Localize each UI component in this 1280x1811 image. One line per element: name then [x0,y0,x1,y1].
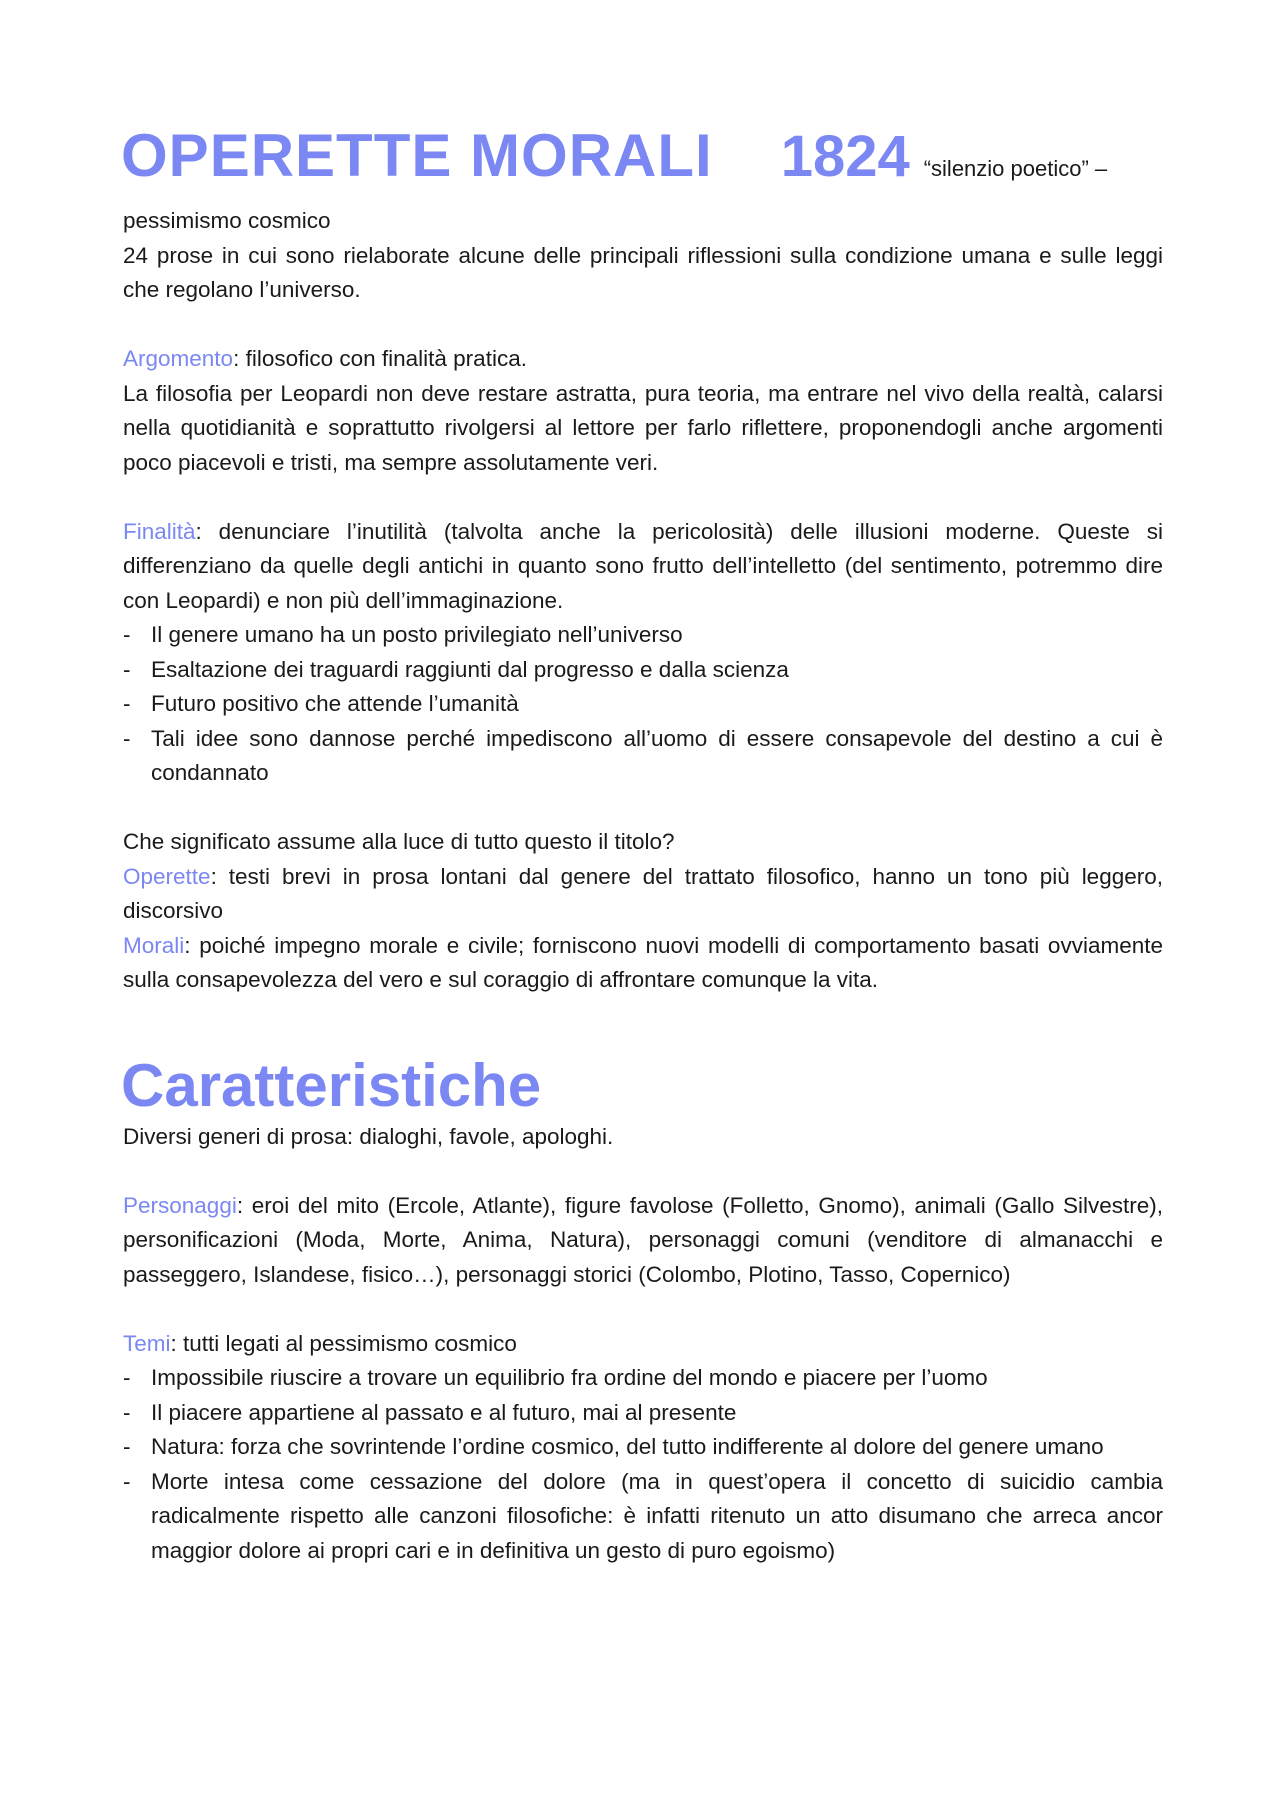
morali-paragraph [123,929,1163,998]
operette-label: Operette [123,863,211,889]
list-item: - Morte intesa come cessazione del dolore (ma in quest’opera il concetto di suicidio cambia radicalmente rispetto alle canzoni filosofiche: è infatti ritenuto un atto disumano che arreca ancor maggior dolore ai propri cari e in definitiva un gesto di puro egoismo) [123,1465,1163,1569]
personaggi-paragraph [123,1189,1163,1293]
intro-line: pessimismo cosmico [123,208,331,233]
page-title: OPERETTE MORALI [121,122,713,189]
temi-label: Temi [123,1330,171,1356]
intro-paragraph: 24 prose in cui sono rielaborate alcune delle principali riflessioni sulla condizione umana e sulle leggi che regolano l’universo. [123,242,1163,302]
argomento-paragraph: La filosofia per Leopardi non deve restare astratta, pura teoria, ma entrare nel vivo della realtà, calarsi nella quotidianità e soprattutto rivolgersi al lettore per farlo riflettere, proponendogli anche argomenti poco piacevoli e tristi, ma sempre assolutamente veri. [123,380,1163,475]
finalita-rest: : denunciare l’inutilità (talvolta anche la pericolosità) delle illusioni moderne. Queste si differenziano da quelle degli antichi in quanto sono frutto dell’intelletto (del sentimento, potremmo dire con Leopardi) e non più dell’immaginazione. [123,518,1163,613]
temi-rest: : tutti legati al pessimismo cosmico [170,1330,517,1356]
caratteristiche-paragraph: Diversi generi di prosa: dialoghi, favole, apologhi. [123,1123,614,1149]
list-item: - Futuro positivo che attende l’umanità [123,687,1163,722]
argomento-rest: : filosofico con finalità pratica. [233,346,527,371]
title-line [121,122,1163,204]
personaggi-rest: : eroi del mito (Ercole, Atlante), figure favolose (Folletto, Gnomo), animali (Gallo Silvestre), personificazioni (Moda, Morte, Anima, Natura), personaggi comuni (venditore di almanacchi e passeggero, Islandese, fisico…), personaggi storici (Colombo, Plotino, Tasso, Copernico) [123,1192,1163,1287]
finalita-paragraph [123,515,1163,619]
morali-rest: : poiché impegno morale e civile; forniscono nuovi modelli di comportamento basati ovviamente sulla consapevolezza del vero e sul coraggio di affrontare comunque la vita. [123,932,1163,992]
operette-rest: : testi brevi in prosa lontani dal genere del trattato filosofico, hanno un tono più leggero, discorsivo [123,863,1163,923]
temi-heading-line [123,1327,1163,1362]
title-subtitle: “silenzio poetico” – [923,156,1108,181]
finalita-label: Finalità [123,518,196,544]
argomento-label: Argomento [123,346,234,371]
section-heading-caratteristiche: Caratteristiche [121,1051,542,1119]
list-item: - Impossibile riuscire a trovare un equilibrio fra ordine del mondo e piacere per l’uomo [123,1361,1163,1396]
list-item: - Natura: forza che sovrintende l’ordine cosmico, del tutto indifferente al dolore del genere umano [123,1430,1163,1465]
finalita-list [123,618,1163,791]
list-item: - Tali idee sono dannose perché impediscono all’uomo di essere consapevole del destino a cui è condannato [123,722,1163,791]
temi-list [123,1361,1163,1568]
argomento-heading-line [123,342,1163,377]
list-item: - Esaltazione dei traguardi raggiunti dal progresso e dalla scienza [123,653,1163,688]
title-year: 1824 [780,124,910,189]
personaggi-label: Personaggi [123,1192,237,1218]
list-item: - Il piacere appartiene al passato e al futuro, mai al presente [123,1396,1163,1431]
operette-paragraph [123,860,1163,929]
list-item: - Il genere umano ha un posto privilegiato nell’universo [123,618,1163,653]
document-page [121,122,1163,1568]
titolo-question: Che significato assume alla luce di tutto questo il titolo? [123,829,675,854]
morali-label: Morali [123,932,185,958]
